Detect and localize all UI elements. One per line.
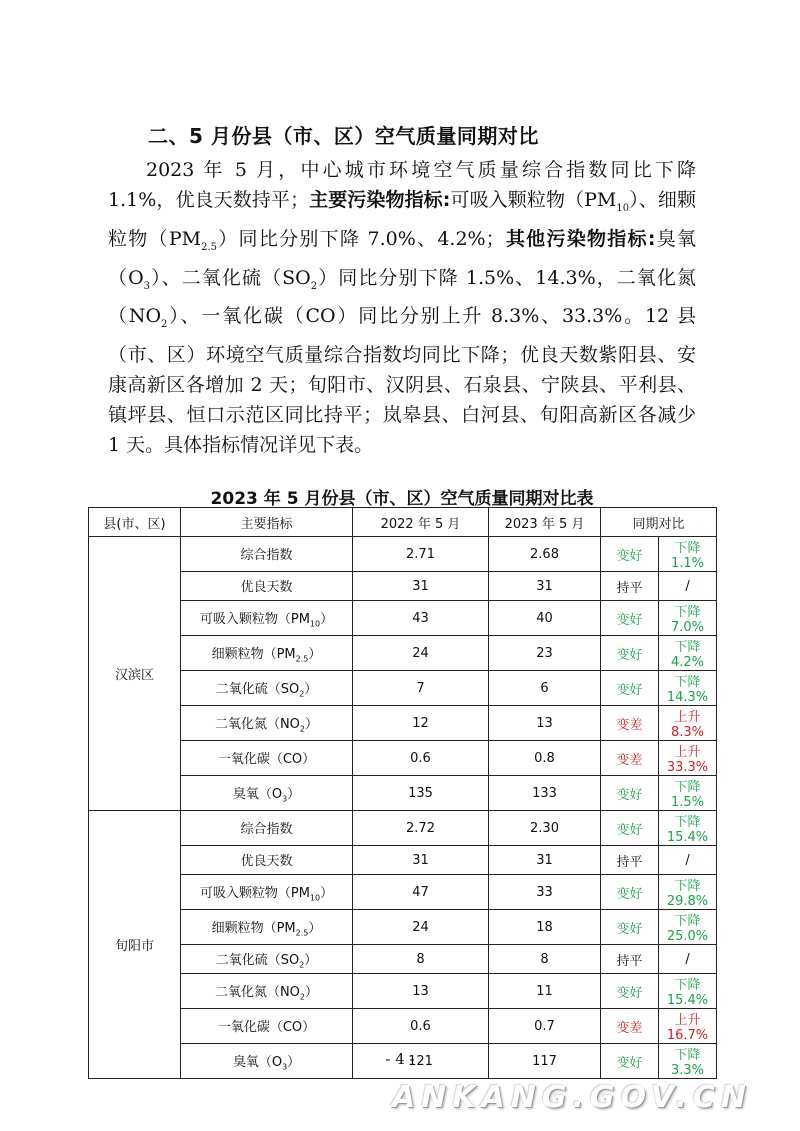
value-2023-cell: 18 — [489, 910, 601, 945]
para-text: ）、细颗粒物（PM — [108, 189, 696, 250]
indicator-tail: ） — [305, 984, 319, 1000]
para-subscript: 2 — [310, 280, 318, 292]
value-2022-cell: 13 — [353, 974, 489, 1009]
trend-cell: 变好 — [601, 1044, 659, 1079]
trend-cell: 变好 — [601, 671, 659, 706]
trend-cell: 持平 — [601, 572, 659, 601]
header-indicator: 主要指标 — [181, 508, 353, 537]
indicator-subscript: 2 — [299, 689, 305, 699]
table-row — [89, 910, 717, 945]
indicator-name: 综合指数 — [240, 547, 293, 563]
indicator-cell — [181, 741, 353, 776]
para-subscript: 2 — [161, 319, 168, 331]
change-cell: 下降 15.4% — [659, 974, 717, 1009]
table-header-row — [89, 508, 717, 537]
indicator-name: 可吸入颗粒物（PM — [199, 885, 310, 901]
change-cell: 下降 15.4% — [659, 811, 717, 846]
value-2022-cell: 0.6 — [353, 1009, 489, 1044]
value-2023-cell: 40 — [489, 601, 601, 636]
value-2023-cell: 13 — [489, 706, 601, 741]
table-row — [89, 974, 717, 1009]
indicator-cell — [181, 572, 353, 601]
table-row — [89, 875, 717, 910]
para-subscript: 3 — [143, 280, 151, 292]
value-2023-cell: 8 — [489, 945, 601, 974]
indicator-cell — [181, 875, 353, 910]
indicator-name: 一氧化碳（CO） — [217, 1019, 316, 1035]
indicator-subscript: 3 — [282, 794, 288, 804]
indicator-tail: ） — [308, 646, 322, 662]
value-2022-cell: 12 — [353, 706, 489, 741]
page-number: - 4 - — [385, 1050, 415, 1068]
indicator-name: 细颗粒物（PM — [211, 646, 296, 662]
indicator-name: 一氧化碳（CO） — [217, 751, 316, 767]
value-2023-cell: 0.7 — [489, 1009, 601, 1044]
table-row — [89, 846, 717, 875]
air-quality-table — [88, 507, 717, 1079]
value-2023-cell: 2.68 — [489, 537, 601, 572]
summary-paragraph — [108, 155, 696, 460]
indicator-tail: ） — [304, 952, 318, 968]
table-row — [89, 537, 717, 572]
indicator-tail: ） — [287, 1054, 301, 1070]
para-text: ）、一氧化碳（CO）同比分别上升 8.3%、33.3%。12 县（市、区）环境空气质量综合指数均同比下降；优良天数紫阳县、安康高新区各增加 2 天；旬阳市、汉阴县、石泉县、宁陕县、平利县、镇坪县、恒口示范区同比持平；岚皋县、白河县、旬阳高新区各减少 1 天。具体指标情况详见下表。 — [108, 305, 697, 457]
indicator-cell — [181, 1009, 353, 1044]
para-subscript: 10 — [616, 202, 630, 214]
value-2022-cell: 0.6 — [353, 741, 489, 776]
value-2022-cell: 43 — [353, 601, 489, 636]
change-cell: 下降 14.3% — [659, 671, 717, 706]
table-row — [89, 776, 717, 811]
table-row — [89, 1009, 717, 1044]
value-2023-cell: 0.8 — [489, 741, 601, 776]
indicator-name: 细颗粒物（PM — [211, 920, 296, 936]
table-title: 2023 年 5 月份县（市、区）空气质量同期对比表 — [210, 489, 594, 509]
trend-cell: 变差 — [601, 741, 659, 776]
change-cell: / — [659, 846, 717, 875]
table-row — [89, 811, 717, 846]
indicator-subscript: 2.5 — [295, 654, 309, 664]
table-row — [89, 636, 717, 671]
change-cell: / — [659, 945, 717, 974]
para-text: ）、二氧化硫（SO — [150, 266, 311, 289]
change-cell: / — [659, 572, 717, 601]
indicator-subscript: 2 — [299, 992, 306, 1002]
header-2022: 2022 年 5 月 — [353, 508, 489, 537]
indicator-tail: ） — [305, 716, 319, 732]
value-2023-cell: 2.30 — [489, 811, 601, 846]
value-2023-cell: 23 — [489, 636, 601, 671]
value-2022-cell: 31 — [353, 572, 489, 601]
table-row — [89, 572, 717, 601]
indicator-cell — [181, 974, 353, 1009]
change-cell: 下降 1.1% — [659, 537, 717, 572]
indicator-cell — [181, 811, 353, 846]
indicator-cell — [181, 945, 353, 974]
indicator-name: 综合指数 — [240, 821, 293, 837]
indicator-subscript: 2 — [299, 960, 305, 970]
table-row — [89, 671, 717, 706]
trend-cell: 持平 — [601, 945, 659, 974]
change-cell: 上升 33.3% — [659, 741, 717, 776]
indicator-subscript: 10 — [309, 619, 321, 629]
indicator-name: 二氧化氮（NO — [214, 984, 300, 1000]
para-subscript: 2.5 — [201, 241, 217, 253]
value-2022-cell: 2.71 — [353, 537, 489, 572]
indicator-name: 二氧化氮（NO — [214, 716, 300, 732]
value-2023-cell: 11 — [489, 974, 601, 1009]
para-text: 2023 年 5 月，中心城市环境空气质量综合指数同比下降 1.1%，优良天数持平； — [108, 159, 696, 211]
trend-cell: 变好 — [601, 875, 659, 910]
value-2022-cell: 2.72 — [353, 811, 489, 846]
trend-cell: 变差 — [601, 1009, 659, 1044]
header-2023: 2023 年 5 月 — [489, 508, 601, 537]
trend-cell: 变好 — [601, 776, 659, 811]
trend-cell: 变好 — [601, 811, 659, 846]
indicator-tail: ） — [304, 681, 318, 697]
change-cell: 下降 4.2% — [659, 636, 717, 671]
table-row — [89, 741, 717, 776]
indicator-name: 臭氧（O — [232, 1054, 283, 1070]
value-2022-cell: 31 — [353, 846, 489, 875]
section-heading: 二、5 月份县（市、区）空气质量同期对比 — [148, 124, 539, 148]
para-text: ）同比分别下降 7.0%、4.2%； — [216, 227, 505, 250]
trend-cell: 变好 — [601, 601, 659, 636]
county-cell: 旬阳市 — [89, 811, 181, 1079]
para-bold-label: 其他污染物指标: — [504, 227, 656, 250]
para-text: ）同比分别下降 1.5%、14.3%，二氧化氮（NO — [108, 266, 697, 328]
trend-cell: 持平 — [601, 846, 659, 875]
trend-cell: 变好 — [601, 636, 659, 671]
watermark-logo: ANKANG.GOV.CN — [391, 1080, 752, 1115]
indicator-subscript: 2.5 — [295, 928, 309, 938]
header-compare: 同期对比 — [601, 508, 717, 537]
value-2023-cell: 6 — [489, 671, 601, 706]
indicator-name: 二氧化硫（SO — [215, 681, 300, 697]
value-2022-cell: 135 — [353, 776, 489, 811]
change-cell: 上升 8.3% — [659, 706, 717, 741]
indicator-tail: ） — [320, 885, 334, 901]
para-text: 臭氧（O — [108, 227, 696, 289]
indicator-cell — [181, 537, 353, 572]
indicator-cell — [181, 910, 353, 945]
value-2023-cell: 31 — [489, 846, 601, 875]
indicator-tail: ） — [308, 920, 322, 936]
indicator-name: 优良天数 — [240, 853, 293, 869]
county-cell: 汉滨区 — [89, 537, 181, 811]
change-cell: 下降 1.5% — [659, 776, 717, 811]
value-2022-cell: 24 — [353, 910, 489, 945]
para-text: 可吸入颗粒物（PM — [450, 189, 617, 211]
indicator-cell — [181, 846, 353, 875]
value-2022-cell: 24 — [353, 636, 489, 671]
value-2022-cell: 7 — [353, 671, 489, 706]
trend-cell: 变好 — [601, 537, 659, 572]
indicator-tail: ） — [320, 611, 334, 627]
table-row — [89, 601, 717, 636]
indicator-cell — [181, 671, 353, 706]
trend-cell: 变好 — [601, 974, 659, 1009]
table-row — [89, 706, 717, 741]
indicator-cell — [181, 706, 353, 741]
value-2022-cell: 47 — [353, 875, 489, 910]
change-cell: 下降 3.3% — [659, 1044, 717, 1079]
change-cell: 下降 25.0% — [659, 910, 717, 945]
indicator-name: 优良天数 — [240, 579, 293, 595]
indicator-cell — [181, 601, 353, 636]
value-2022-cell: 8 — [353, 945, 489, 974]
indicator-tail: ） — [287, 786, 301, 802]
indicator-name: 臭氧（O — [232, 786, 283, 802]
trend-cell: 变好 — [601, 910, 659, 945]
para-bold-label: 主要污染物指标: — [309, 189, 451, 211]
change-cell: 上升 16.7% — [659, 1009, 717, 1044]
value-2023-cell: 117 — [489, 1044, 601, 1079]
value-2023-cell: 31 — [489, 572, 601, 601]
indicator-subscript: 2 — [299, 724, 306, 734]
indicator-cell — [181, 636, 353, 671]
change-cell: 下降 29.8% — [659, 875, 717, 910]
table-row — [89, 945, 717, 974]
value-2022-cell: 121 — [353, 1044, 489, 1079]
change-cell: 下降 7.0% — [659, 601, 717, 636]
value-2023-cell: 133 — [489, 776, 601, 811]
header-county: 县(市、区) — [89, 508, 181, 537]
value-2023-cell: 33 — [489, 875, 601, 910]
indicator-cell — [181, 776, 353, 811]
indicator-name: 可吸入颗粒物（PM — [199, 611, 310, 627]
indicator-subscript: 10 — [309, 893, 321, 903]
indicator-name: 二氧化硫（SO — [215, 952, 300, 968]
indicator-subscript: 3 — [282, 1062, 288, 1072]
trend-cell: 变差 — [601, 706, 659, 741]
